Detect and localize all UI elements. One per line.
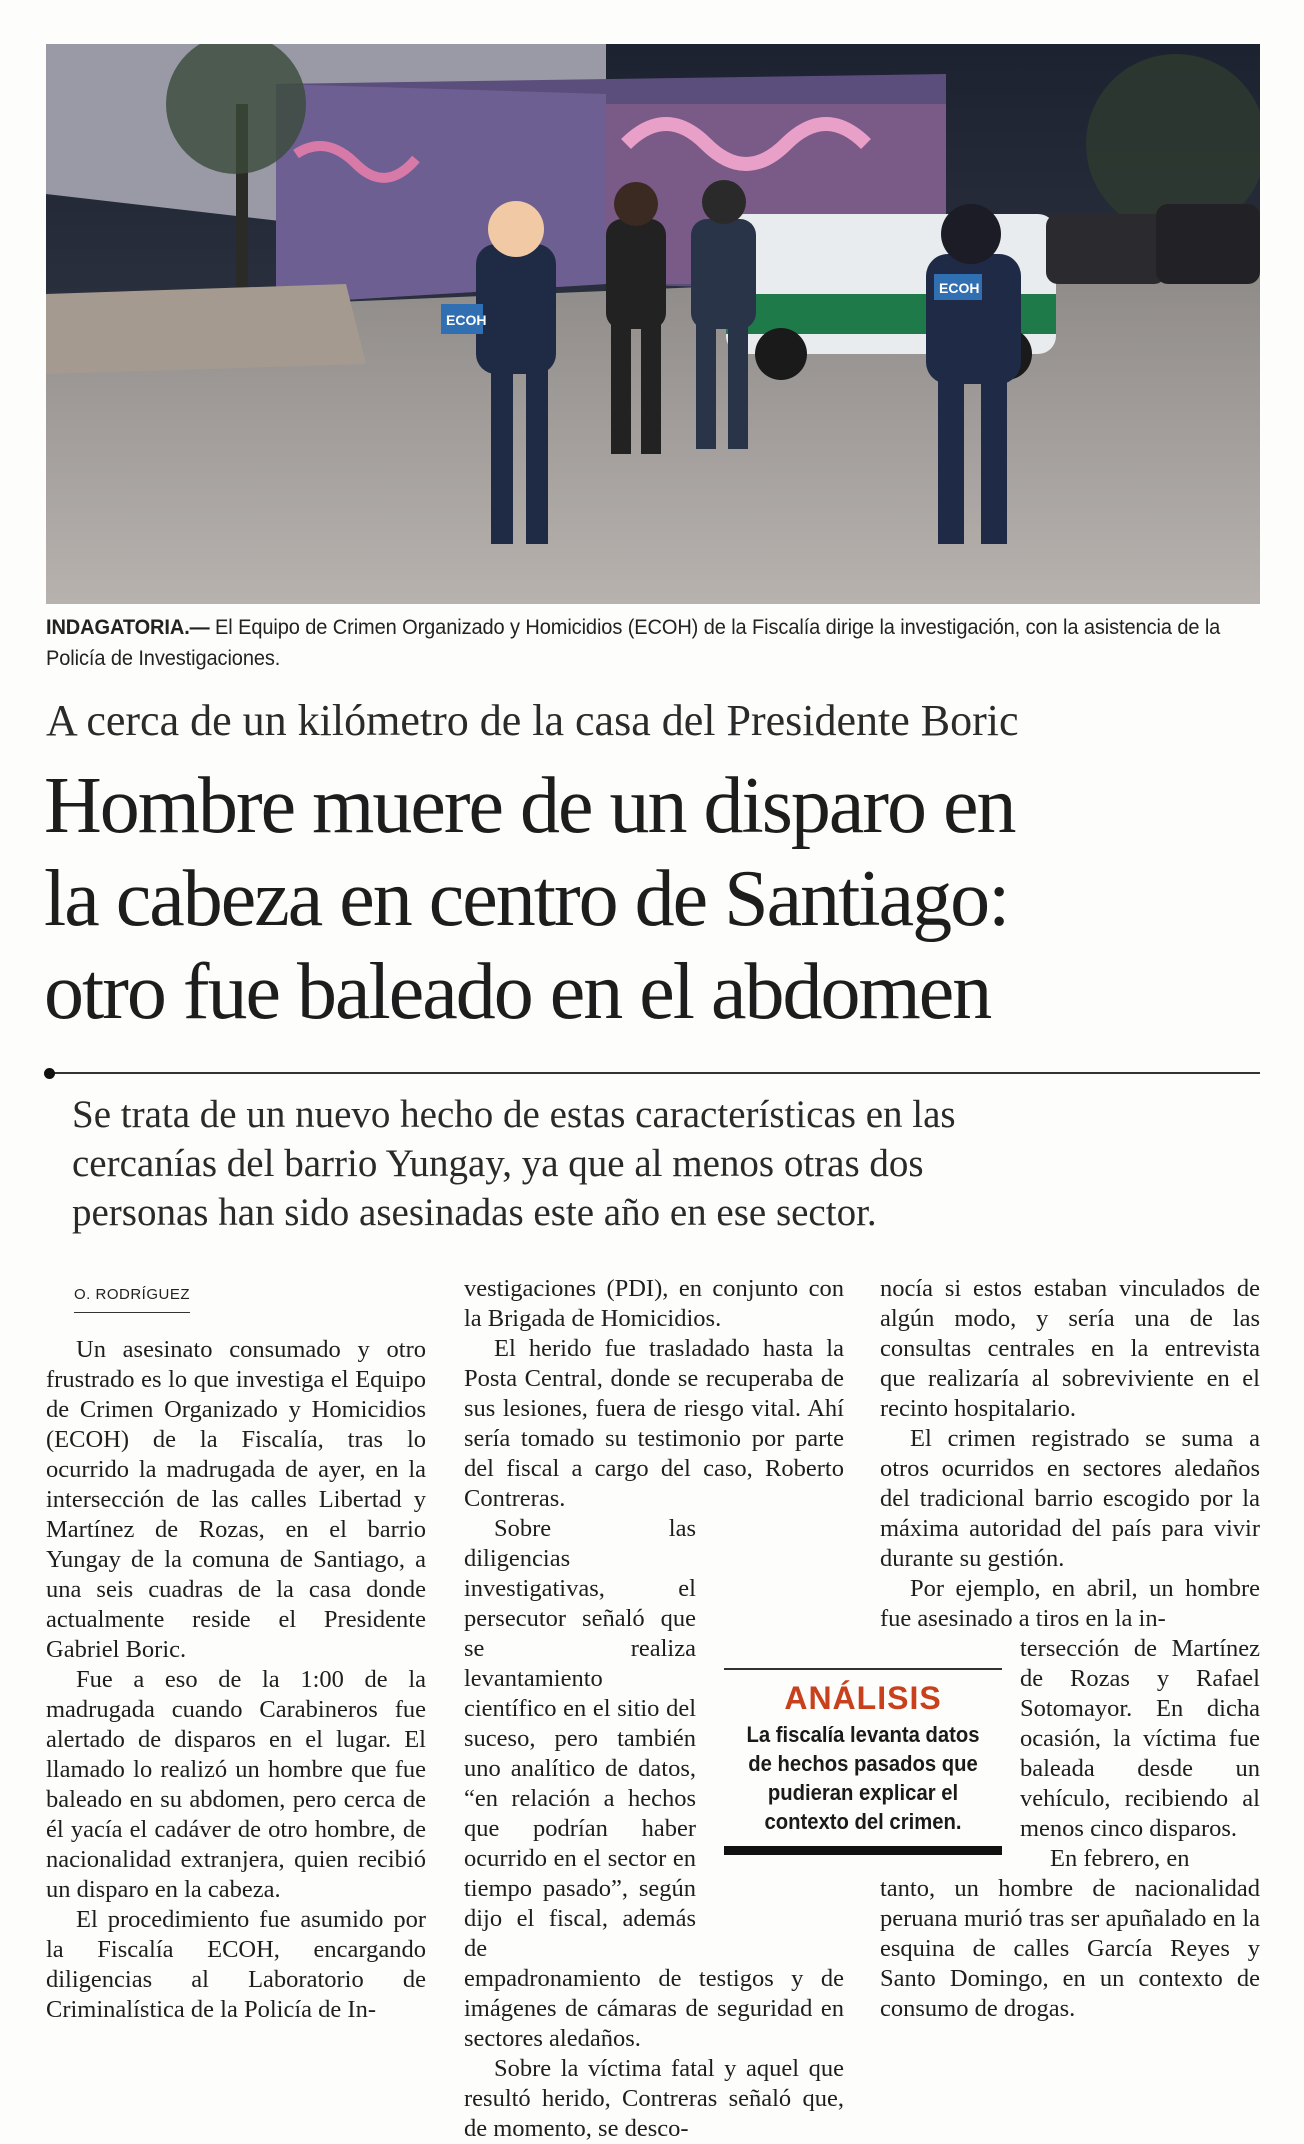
paragraph: Sobre las diligencias investigativas, el persecutor señaló que se realiza levantamiento científico en el sitio del suceso, pero también uno analítico de datos, “en relación a hechos que podrían haber ocurrido en el sector en tiempo pasado”, según dijo el fiscal, además de	[464, 1515, 696, 1962]
kicker: A cerca de un kilómetro de la casa del Presidente Boric	[46, 696, 1019, 745]
caption-lead: INDAGATORIA.—	[46, 615, 210, 639]
photo-caption	[46, 612, 1260, 674]
headline-line-1: Hombre muere de un disparo en	[44, 762, 1015, 850]
paragraph: Un asesinato consumado y otro frustrado es lo que investiga el Equipo de Crimen Organizado y Homicidios (ECOH) de la Fiscalía, tras lo ocurrido la madrugada de ayer, en la intersección de las calles Libertad y Martínez de Rozas, en el barrio Yungay de la comuna de Santiago, a una seis cuadras de la casa donde actualmente reside el Presidente Gabriel Boric.	[46, 1336, 426, 1663]
paragraph: El crimen registrado se suma a otros ocurridos en sectores aledaños del tradicional barrio escogido por la máxima autoridad del país para vivir durante su gestión.	[880, 1425, 1260, 1572]
paragraph: Por ejemplo, en abril, un hombre fue asesinado a tiros en la in-	[880, 1575, 1260, 1632]
analysis-text: La fiscalía levanta datos de hechos pasados que pudieran explicar el contexto del crimen.	[746, 1722, 980, 1834]
analysis-label: ANÁLISIS	[784, 1680, 942, 1716]
byline: O. RODRÍGUEZ	[74, 1280, 190, 1313]
deck-line-1: Se trata de un nuevo hecho de estas características en las	[72, 1093, 956, 1136]
headline-line-3: otro fue baleado en el abdomen	[44, 948, 991, 1036]
headline	[44, 760, 1274, 1039]
vest-label-1: ECOH	[446, 312, 487, 328]
paragraph: tersección de Martínez de Rozas y Rafael Sotomayor. En dicha ocasión, la víctima fue baleada desde un vehículo, recibiendo al menos cinco disparos.	[1020, 1635, 1260, 1842]
paragraph: El herido fue trasladado hasta la Posta Central, donde se recuperaba de sus lesiones, fuera de riesgo vital. Ahí sería tomado su testimonio por parte del fiscal a cargo del caso, Roberto Contreras.	[464, 1335, 844, 1512]
paragraph: tanto, un hombre de nacionalidad peruana murió tras ser apuñalado en la esquina de calles García Reyes y Santo Domingo, en un contexto de consumo de drogas.	[880, 1875, 1260, 2022]
vest-label-2: ECOH	[939, 280, 980, 296]
article-column-3	[880, 1274, 1260, 2024]
caption-text: El Equipo de Crimen Organizado y Homicidios (ECOH) de la Fiscalía dirige la investigación, con la asistencia de la Policía de Investigaciones.	[46, 615, 1221, 670]
deck-line-2: cercanías del barrio Yungay, ya que al menos otras dos	[72, 1142, 924, 1185]
news-photo	[46, 44, 1260, 604]
deck-line-3: personas han sido asesinadas este año en ese sector.	[72, 1191, 877, 1234]
crime-scene-illustration	[46, 44, 1260, 604]
deck-rule	[48, 1072, 1260, 1074]
paragraph: empadronamiento de testigos y de imágenes de cámaras de seguridad en sectores aledaños.	[464, 1965, 844, 2052]
headline-line-2: la cabeza en centro de Santiago:	[44, 855, 1009, 943]
paragraph: Sobre la víctima fatal y aquel que resultó herido, Contreras señaló que, de momento, se desco-	[464, 2055, 844, 2142]
paragraph: El procedimiento fue asumido por la Fiscalía ECOH, encargando diligencias al Laboratorio de Criminalística de la Policía de In-	[46, 1906, 426, 2023]
paragraph: nocía si estos estaban vinculados de algún modo, y sería una de las consultas centrales en la entrevista que realizaría al sobreviviente en el recinto hospitalario.	[880, 1275, 1260, 1422]
article-column-1	[46, 1274, 426, 2025]
paragraph: Fue a eso de la 1:00 de la madrugada cuando Carabineros fue alertado de disparos en el lugar. El llamado lo realizó un hombre que fue baleado en su abdomen, pero cerca de él yacía el cadáver de otro hombre, de nacionalidad extranjera, quien recibió un disparo en la cabeza.	[46, 1666, 426, 1903]
bullet-dot	[44, 1068, 55, 1079]
deck	[72, 1090, 1252, 1237]
paragraph: vestigaciones (PDI), en conjunto con la Brigada de Homicidios.	[464, 1275, 844, 1332]
paragraph: En febrero, en	[1050, 1845, 1190, 1872]
